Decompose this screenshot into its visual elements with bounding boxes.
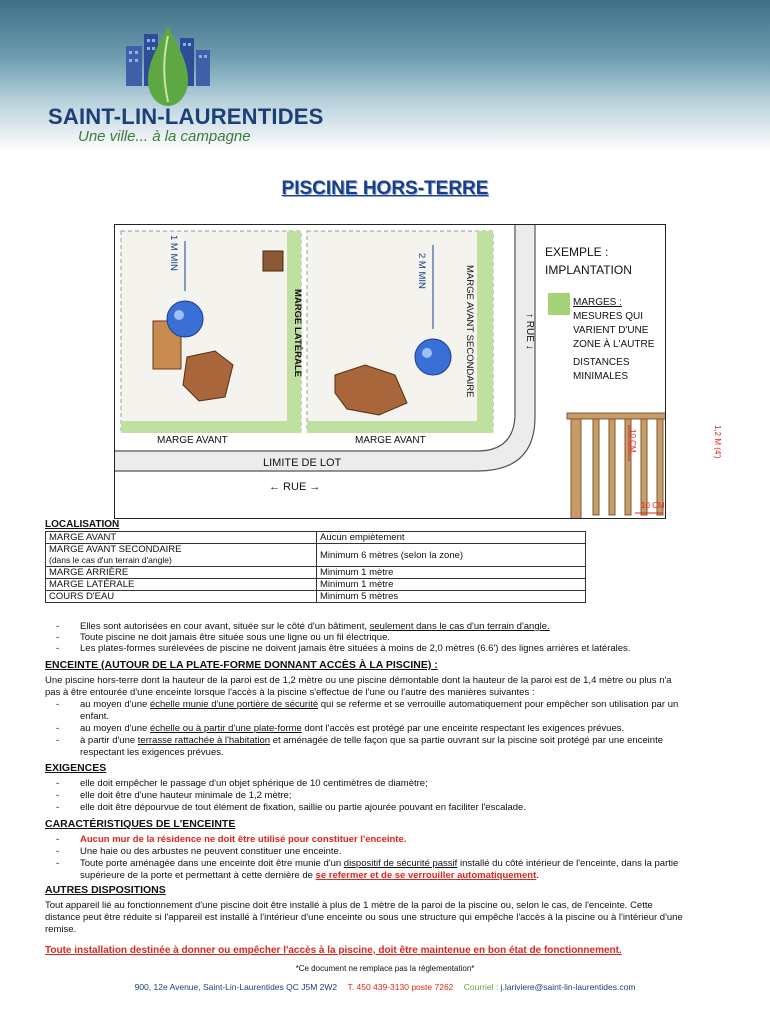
label-2m-min: 2 M MIN [416, 253, 427, 289]
example-title: EXEMPLE : [545, 245, 609, 259]
footer-email-label: Courriel : [463, 982, 499, 992]
footer-note: *Ce document ne remplace pas la réglementation* [295, 964, 475, 973]
loc-label: MARGE ARRIÈRE [46, 567, 317, 579]
brand-slogan: Une ville... à la campagne [78, 128, 251, 145]
loc-label: MARGE LATÉRALE [46, 579, 317, 591]
label-1m-min: 1 M MIN [168, 235, 179, 271]
city-logo-icon [118, 24, 218, 108]
localisation-table [45, 531, 586, 603]
legend-marges-line2: MESURES QUI [573, 311, 644, 322]
loc-value: Minimum 6 mètres (selon la zone) [317, 544, 586, 567]
legend-distances-line2: MINIMALES [573, 371, 629, 382]
footer-phone: T. 450 439-3130 poste 7262 [347, 982, 454, 992]
table-row [46, 579, 586, 591]
label-marge-laterale: MARGE LATÉRALE [292, 289, 303, 377]
label-10cm-vertical: 10 CM [628, 429, 637, 453]
rule-1-underlined: seulement dans le cas d'un terrain d'angle. [369, 621, 550, 632]
footer-contact [0, 982, 770, 992]
label-1-2m: 1,2 M (4') [713, 425, 722, 459]
label-10cm-horizontal: 10 CM [641, 501, 665, 510]
loc-value: Minimum 1 mètre [317, 579, 586, 591]
label-marge-avant-left: MARGE AVANT [157, 435, 228, 446]
caracteristiques-heading: CARACTÉRISTIQUES DE L'ENCEINTE [45, 818, 236, 830]
table-row [46, 567, 586, 579]
legend-marges: MARGES : [573, 297, 622, 308]
warning-text: Toute installation destinée à donner ou empêcher l'accès à la piscine, doit être maintenue en bon état de fonctionnement. [45, 945, 622, 956]
legend-marges-line4: ZONE À L'AUTRE [573, 339, 655, 350]
exigences-heading: EXIGENCES [45, 762, 107, 774]
loc-value: Aucun empiètement [317, 532, 586, 544]
implantation-illustration [114, 224, 722, 519]
footer-email-link[interactable]: j.lariviere@saint-lin-laurentides.com [500, 982, 636, 992]
table-row [46, 591, 586, 603]
legend-distances: DISTANCES [573, 357, 630, 368]
loc-label: COURS D'EAU [46, 591, 317, 603]
enceinte-intro: Une piscine hors-terre dont la hauteur de la paroi est de 1,2 mètre ou une piscine démontable dont la hauteur de la paroi est de 1,4 mètre ou plus n'a pas à être entourée d'une enceinte lorsque l'accès à la piscine s'effectue de l'une ou l'autre des manières suivantes : [45, 675, 672, 698]
label-marge-avant-secondaire: MARGE AVANT SECONDAIRE [464, 265, 475, 398]
enceinte-heading: ENCEINTE (AUTOUR DE LA PLATE-FORME DONNANT ACCÈS À LA PISCINE) : [45, 659, 438, 671]
example-subtitle: IMPLANTATION [545, 263, 632, 277]
loc-label-sub: (dans le cas d'un terrain d'angle) [49, 555, 172, 565]
footer-address: 900, 12e Avenue, Saint-Lin-Laurentides QC J5M 2W2 [134, 982, 338, 992]
rule-1-text: Elles sont autorisées en cour avant, située sur le côté d'un bâtiment, [80, 621, 370, 632]
page-title: PISCINE HORS-TERRE [281, 178, 489, 199]
loc-label: MARGE AVANT [46, 532, 317, 544]
loc-value: Minimum 5 mètres [317, 591, 586, 603]
table-row [46, 544, 586, 567]
label-marge-avant-right: MARGE AVANT [355, 435, 426, 446]
loc-label [46, 544, 317, 567]
autres-paragraph: Tout appareil lié au fonctionnement d'une piscine doit être installé à plus de 1 mètre de la paroi de la piscine ou, selon le cas, de l'enceinte. Cette distance peut être réduite si l'appareil est installé à l'intérieur d'une enceinte ou sous une structure qui empêche l'accès à la piscine ou à l'intérieur d'une remise. [45, 900, 683, 935]
brand-name: SAINT-LIN-LAURENTIDES [48, 104, 324, 129]
label-rue-horizontal: ← RUE → [269, 481, 321, 493]
localisation-heading: LOCALISATION [45, 519, 120, 530]
table-row [46, 532, 586, 544]
label-rue-vertical: ↑ RUE ↓ [524, 313, 535, 350]
label-limite-lot: LIMITE DE LOT [263, 457, 342, 469]
legend-marges-line3: VARIENT D'UNE [573, 325, 649, 336]
loc-label-text: MARGE AVANT SECONDAIRE [49, 544, 182, 555]
loc-value: Minimum 1 mètre [317, 567, 586, 579]
autres-heading: AUTRES DISPOSITIONS [45, 884, 166, 896]
